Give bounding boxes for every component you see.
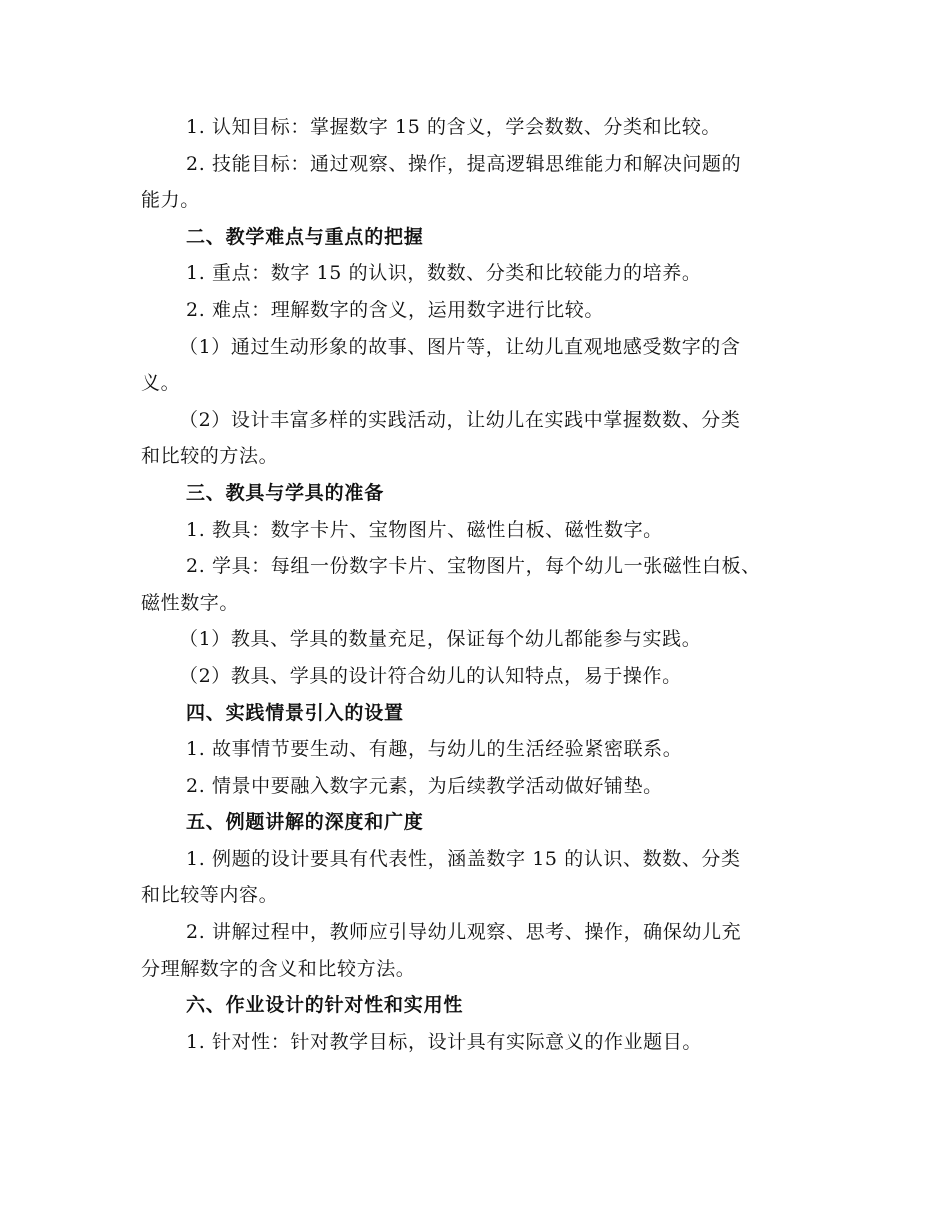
list-item: 1. 认知目标：掌握数字 15 的含义，学会数数、分类和比较。 — [186, 116, 722, 138]
list-item: 2. 学具：每组一份数字卡片、宝物图片，每个幼儿一张磁性白板、 — [186, 555, 761, 578]
list-item-continuation: 磁性数字。 — [141, 591, 240, 614]
list-item: 2. 情景中要融入数字元素，为后续教学活动做好铺垫。 — [186, 774, 663, 797]
document-body — [141, 109, 811, 1060]
list-item-continuation: 能力。 — [141, 189, 200, 212]
list-item: 1. 故事情节要生动、有趣，与幼儿的生活经验紧密联系。 — [186, 738, 683, 761]
sub-item: （2）教具、学具的设计符合幼儿的认知特点，易于操作。 — [179, 664, 682, 687]
list-item: 2. 讲解过程中，教师应引导幼儿观察、思考、操作，确保幼儿充 — [186, 921, 742, 944]
sub-item: （1）通过生动形象的故事、图片等，让幼儿直观地感受数字的含 — [179, 335, 741, 358]
section-heading: 六、作业设计的针对性和实用性 — [186, 994, 464, 1017]
list-item-continuation: 和比较的方法。 — [141, 445, 279, 468]
sub-item: （1）教具、学具的数量充足，保证每个幼儿都能参与实践。 — [179, 628, 702, 651]
list-item-continuation: 义。 — [141, 372, 181, 395]
section-heading: 二、教学难点与重点的把握 — [186, 225, 424, 248]
list-item-continuation: 分理解数字的含义和比较方法。 — [141, 957, 416, 980]
section-heading: 五、例题讲解的深度和广度 — [186, 811, 424, 834]
list-item: 1. 例题的设计要具有代表性，涵盖数字 15 的认识、数数、分类 — [186, 847, 741, 870]
list-item: 1. 针对性：针对教学目标，设计具有实际意义的作业题目。 — [186, 1030, 702, 1053]
list-item: 1. 教具：数字卡片、宝物图片、磁性白板、磁性数字。 — [186, 518, 663, 541]
list-item: 2. 难点：理解数字的含义，运用数字进行比较。 — [186, 298, 604, 321]
section-heading: 四、实践情景引入的设置 — [186, 701, 404, 724]
sub-item: （2）设计丰富多样的实践活动，让幼儿在实践中掌握数数、分类 — [179, 408, 741, 431]
list-item: 2. 技能目标：通过观察、操作，提高逻辑思维能力和解决问题的 — [186, 152, 742, 175]
list-item-continuation: 和比较等内容。 — [141, 884, 279, 907]
list-item: 1. 重点：数字 15 的认识，数数、分类和比较能力的培养。 — [186, 262, 702, 285]
section-heading: 三、教具与学具的准备 — [186, 481, 385, 504]
